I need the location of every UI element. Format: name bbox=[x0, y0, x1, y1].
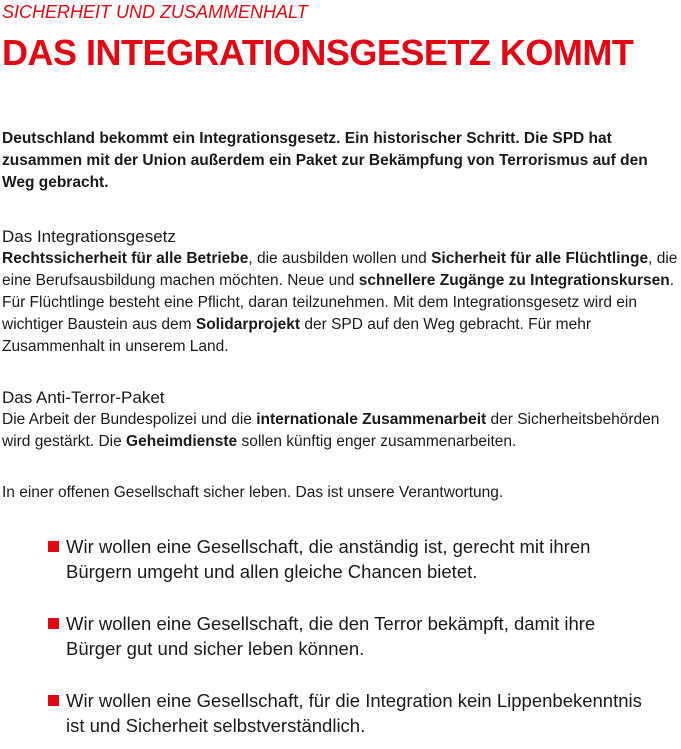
bullet-text: Wir wollen eine Gesellschaft, die anständig ist, gerecht mit ihren Bürgern umgeht und allen gleiche Chancen bietet. bbox=[66, 536, 591, 582]
bullet-text: Wir wollen eine Gesellschaft, für die Integration kein Lippenbekenntnis ist und Sicherheit selbstverständlich. bbox=[66, 690, 642, 736]
section-integrationsgesetz bbox=[2, 226, 678, 358]
list-item bbox=[48, 534, 648, 584]
bold-span: Geheimdienste bbox=[126, 433, 238, 450]
bold-span: Rechtssicherheit für alle Betriebe bbox=[2, 250, 249, 267]
text-span: sollen künftig enger zusammenarbeiten. bbox=[237, 433, 517, 450]
text-span: der SPD auf den Weg gebracht. Für mehr Zusammenhalt in unserem Land. bbox=[2, 316, 591, 355]
bullet-list bbox=[48, 534, 648, 738]
bullet-text: Wir wollen eine Gesellschaft, die den Terror bekämpft, damit ihre Bürger gut und sicher leben können. bbox=[66, 613, 596, 659]
section-body bbox=[2, 248, 678, 358]
list-item bbox=[48, 688, 648, 738]
closing-statement: In einer offenen Gesellschaft sicher leben. Das ist unsere Verantwortung. bbox=[2, 484, 504, 501]
section-anti-terror-paket bbox=[2, 387, 678, 453]
text-span: , die ausbilden wollen und bbox=[248, 250, 432, 267]
text-span: , die eine Berufsausbildung machen möchten. Neue und bbox=[2, 250, 678, 289]
section-title: Das Integrationsgesetz bbox=[2, 227, 176, 246]
square-bullet-icon bbox=[48, 695, 59, 706]
section-title: Das Anti-Terror-Paket bbox=[2, 388, 165, 407]
intro-paragraph: Deutschland bekommt ein Integrationsgesetz. Ein historischer Schritt. Die SPD hat zusammen mit der Union außerdem ein Paket zur Bekämpfung von Terrorismus auf den Weg gebracht. bbox=[2, 130, 648, 191]
bold-span: internationale Zusammenarbeit bbox=[256, 411, 487, 428]
section-body bbox=[2, 409, 678, 453]
kicker-heading: SICHERHEIT UND ZUSAMMENHALT bbox=[2, 2, 308, 22]
square-bullet-icon bbox=[48, 541, 59, 552]
list-item bbox=[48, 611, 648, 661]
bold-span: Solidarprojekt bbox=[195, 316, 301, 333]
bold-span: schnellere Zugänge zu Integrationskursen bbox=[358, 272, 670, 289]
square-bullet-icon bbox=[48, 618, 59, 629]
bold-span: Sicherheit für alle Flüchtlinge bbox=[431, 250, 649, 267]
text-span: . Für Flüchtlinge besteht eine Pflicht, daran teilzunehmen. Mit dem Integrationsgesetz wird ein wichtiger Baustein aus dem bbox=[2, 272, 674, 333]
text-span: Die Arbeit der Bundespolizei und die bbox=[2, 411, 257, 428]
page-title: DAS INTEGRATIONSGESETZ KOMMT bbox=[2, 32, 634, 73]
text-span: der Sicherheitsbehörden wird gestärkt. Die bbox=[2, 411, 660, 450]
